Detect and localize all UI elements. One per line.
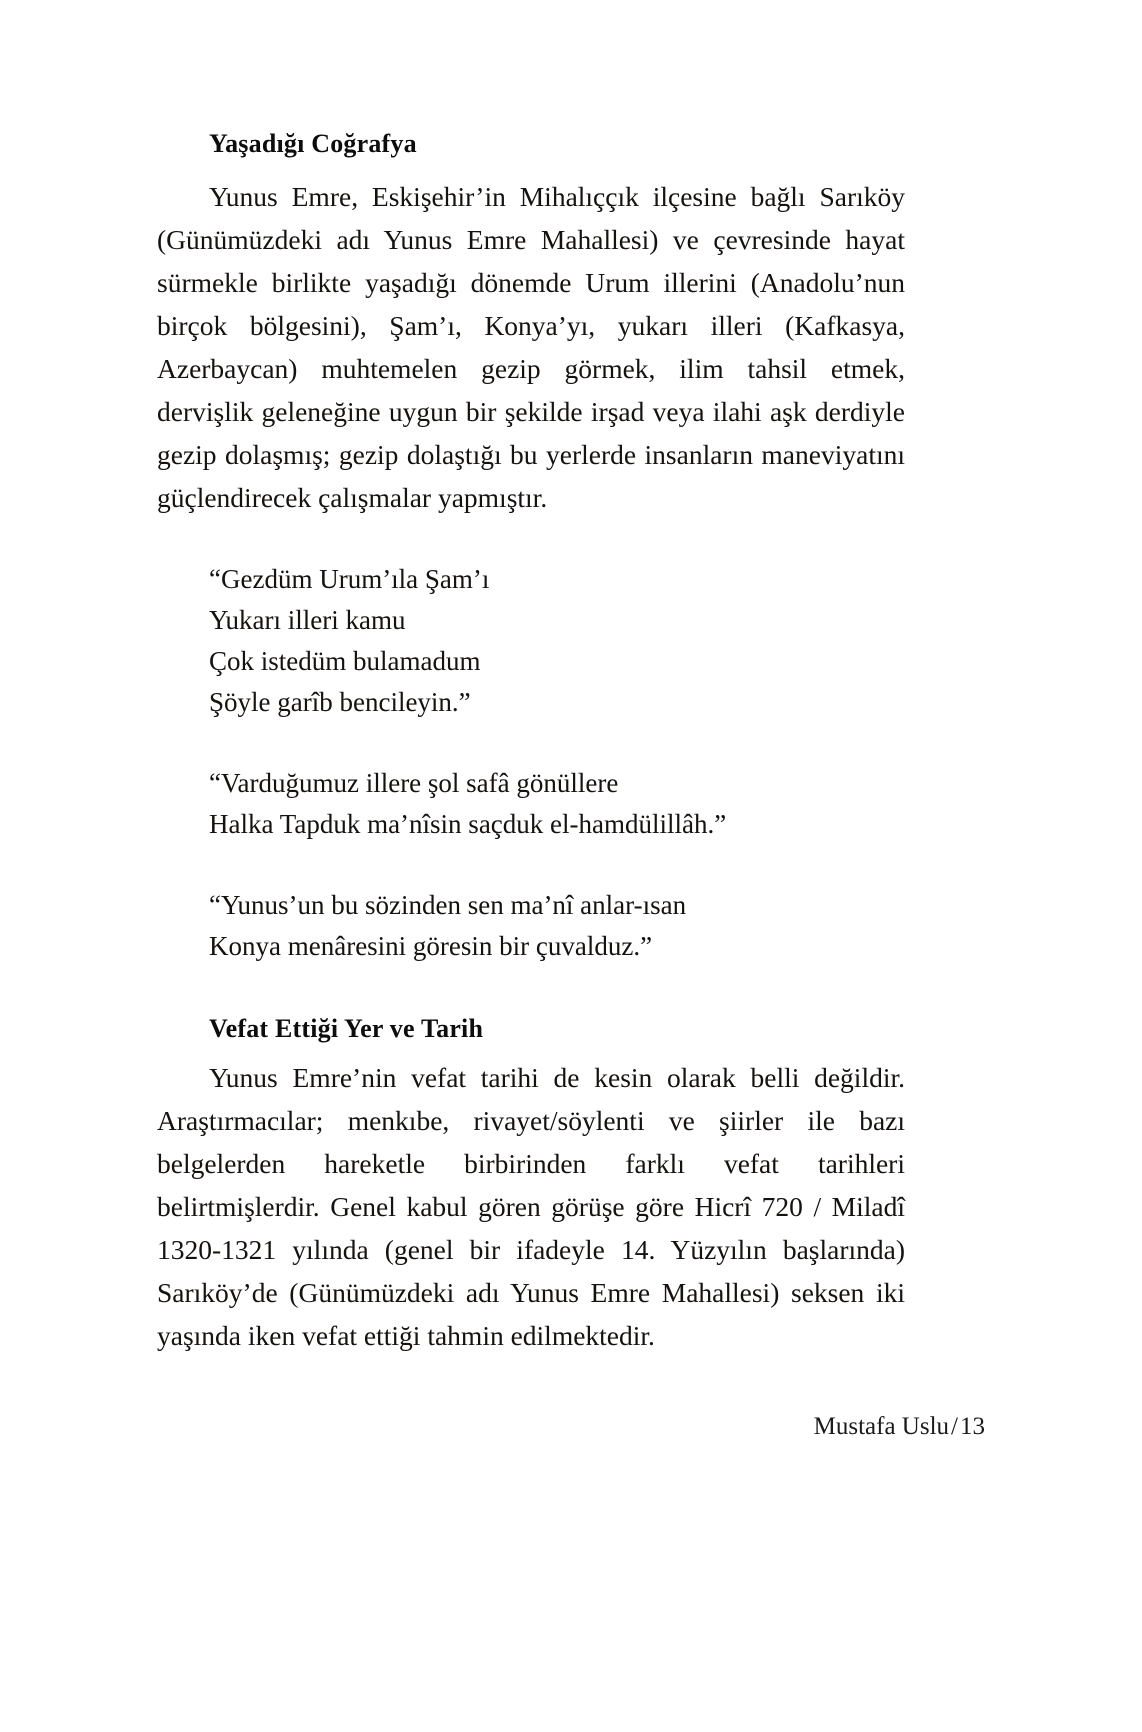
- page-footer: [814, 1412, 985, 1442]
- quote-stanza: [157, 885, 905, 967]
- quote-line: “Yunus’un bu sözinden sen ma’nî anlar-ısan: [209, 890, 687, 921]
- paragraph-yasadigi-cografya: [157, 175, 905, 519]
- quote-line: “Gezdüm Urum’ıla Şam’ı: [209, 564, 490, 595]
- quote-stanza: [157, 559, 905, 723]
- quote-block-3: [157, 885, 905, 967]
- footer-separator: /: [951, 1413, 958, 1440]
- quote-block-2: [157, 763, 905, 845]
- paragraph-text: Yunus Emre, Eskişehir’in Mihalıççık ilçesine bağlı Sarıköy (Günümüzdeki adı Yunus Emre Mahallesi) ve çevresinde hayat sürmekle birlikte yaşadığı dönemde Urum illerini (Anadolu’nun birçok bölgesini), Şam’ı, Konya’yı, yukarı illeri (Kafkasya, Azerbaycan) muhtemelen gezip görmek, ilim tahsil etmek, dervişlik geleneğine uygun bir şekilde irşad veya ilahi aşk derdiyle gezip dolaşmış; gezip dolaştığı bu yerlerde insanların maneviyatını güçlendirecek çalışmalar yapmıştır.: [157, 181, 905, 514]
- footer-author: Mustafa Uslu: [813, 1413, 950, 1440]
- quote-line: Yukarı illeri kamu: [209, 605, 406, 636]
- section-heading-vefat-ettigi-yer-ve-tarih: Vefat Ettiği Yer ve Tarih: [209, 1014, 484, 1044]
- quote-line: Konya menâresini göresin bir çuvalduz.”: [209, 931, 653, 962]
- section-heading-yasadigi-cografya: Yaşadığı Coğrafya: [209, 129, 417, 158]
- paragraph-text: Yunus Emre’nin vefat tarihi de kesin olarak belli değildir. Araştırmacılar; menkıbe, rivayet/söylenti ve şiirler ile bazı belgelerden hareketle birbirinden farklı vefat tarihleri belirtmişlerdir. Genel kabul gören görüşe göre Hicrî 720 / Miladî 1320-1321 yılında (genel bir ifadeyle 14. Yüzyılın başlarında) Sarıköy’de (Günümüzdeki adı Yunus Emre Mahallesi) seksen iki yaşında iken vefat ettiği tahmin edilmektedir.: [157, 1062, 905, 1352]
- quote-line: Çok istedüm bulamadum: [209, 646, 481, 677]
- footer-page-number: 13: [960, 1413, 985, 1440]
- quote-block-1: [157, 559, 905, 723]
- paragraph-vefat-ettigi-yer-ve-tarih: [157, 1056, 905, 1357]
- quote-line: Halka Tapduk ma’nîsin saçduk el-hamdülillâh.”: [209, 809, 727, 840]
- quote-line: Şöyle garîb bencileyin.”: [209, 687, 471, 718]
- page-content: [157, 128, 905, 1357]
- quote-stanza: [157, 763, 905, 845]
- quote-line: “Varduğumuz illere şol safâ gönüllere: [209, 768, 619, 799]
